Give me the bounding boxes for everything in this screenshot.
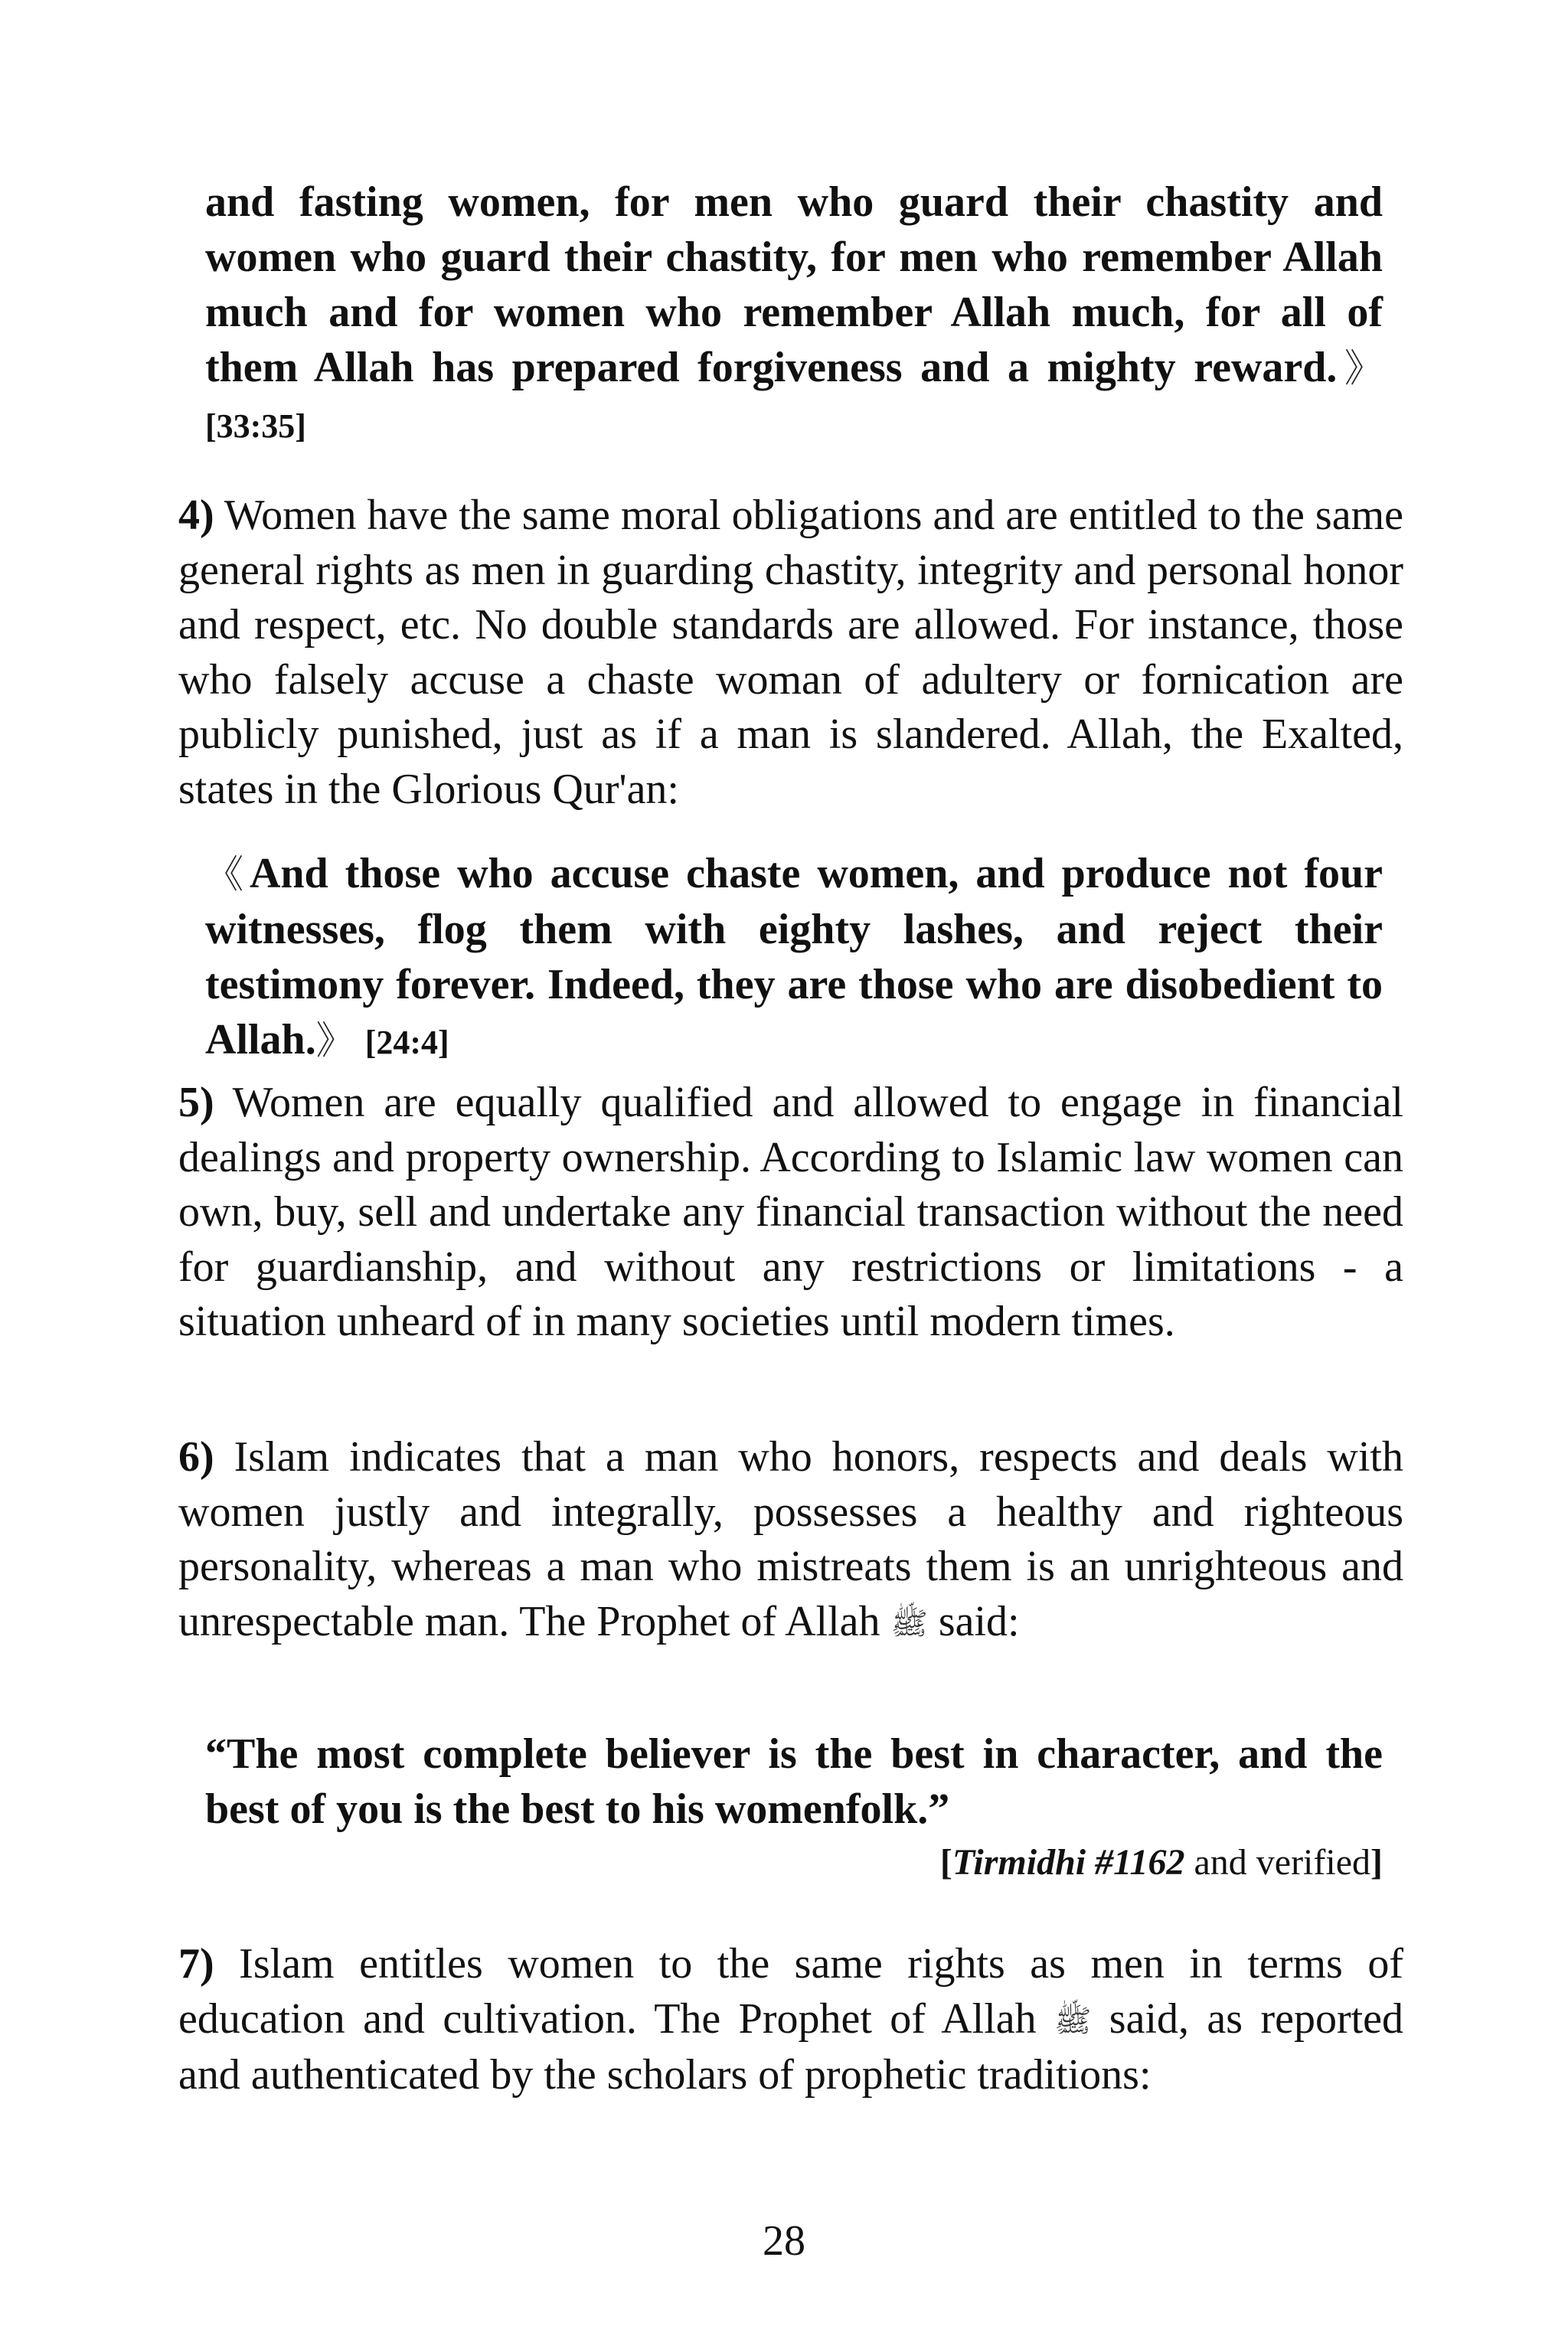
paragraph-text: Women have the same moral obligations and are entitled to the same general rights as men in guarding chastity, integrity and personal honor and respect, etc. No double standards are allowed. For instance, those who falsely accuse a chaste woman of adultery or fornication are publicly punished, just as if a man is slandered. Allah, the Exalted, states in the Glorious Qur'an: xyxy=(178,492,1403,813)
point-number: 4) xyxy=(178,492,214,539)
citation-close-bracket: ] xyxy=(1370,1842,1383,1883)
opening-bracket-ornament: 《 xyxy=(205,853,250,896)
point-4-paragraph xyxy=(178,488,1403,817)
paragraph-text: Islam indicates that a man who honors, respects and deals with women justly and integrally, possesses a healthy and righteous personality, whereas a man who mistreats them is an unrighteous and unrespectable man. The Prophet of Allah xyxy=(178,1433,1403,1645)
point-number: 6) xyxy=(178,1433,214,1481)
verse-reference: [33:35] xyxy=(205,407,306,445)
paragraph-text: Islam entitles women to the same rights as men in terms of education and cultivation. The Prophet of Allah xyxy=(178,1940,1403,2043)
verse-reference: [24:4] xyxy=(364,1024,449,1061)
point-7-paragraph xyxy=(178,1937,1403,2103)
point-number: 5) xyxy=(178,1079,214,1126)
honorific-glyph: ﷺ xyxy=(1054,2003,1092,2038)
point-5-paragraph xyxy=(178,1076,1403,1350)
hadith-citation xyxy=(940,1841,1383,1883)
paragraph-text-end: said, as reported and authenticated by the scholars of prophetic traditions: xyxy=(178,1994,1404,2099)
hadith-text: “The most complete believer is the best in character, and the best of you is the best to his womenfolk.” xyxy=(205,1730,1383,1833)
citation-source: Tirmidhi #1162 xyxy=(952,1842,1185,1883)
citation-note: and verified xyxy=(1194,1842,1371,1883)
citation-open-bracket: [ xyxy=(939,1842,952,1883)
point-6-paragraph xyxy=(178,1430,1403,1651)
closing-bracket-ornament: 》 xyxy=(315,1019,354,1062)
closing-bracket-ornament: 》 xyxy=(1337,347,1383,390)
quote-text: and fasting women, for men who guard their chastity and women who guard their chastity, for men who remember Allah much and for women who remember Allah much, for all of them Allah has prepared forgiveness and a mighty reward. xyxy=(205,178,1383,391)
quote-text: And those who accuse chaste women, and produce not four witnesses, flog them with eighty lashes, and reject their testimony forever. Indeed, they are those who are disobedient to Allah. xyxy=(205,850,1383,1063)
quran-quote-24-4 xyxy=(205,846,1383,1070)
quran-quote-33-35 xyxy=(205,175,1383,454)
hadith-quote xyxy=(205,1726,1383,1837)
paragraph-text-end: said: xyxy=(938,1597,1020,1645)
paragraph-text: Women are equally qualified and allowed to engage in financial dealings and property ownership. According to Islamic law women can own, buy, sell and undertake any financial transaction without the need for guardianship, and without any restrictions or limitations - a situation unheard of in many societies until modern times. xyxy=(178,1079,1403,1345)
point-number: 7) xyxy=(178,1940,214,1988)
honorific-glyph: ﷺ xyxy=(890,1606,928,1641)
page-number: 28 xyxy=(763,2217,805,2265)
